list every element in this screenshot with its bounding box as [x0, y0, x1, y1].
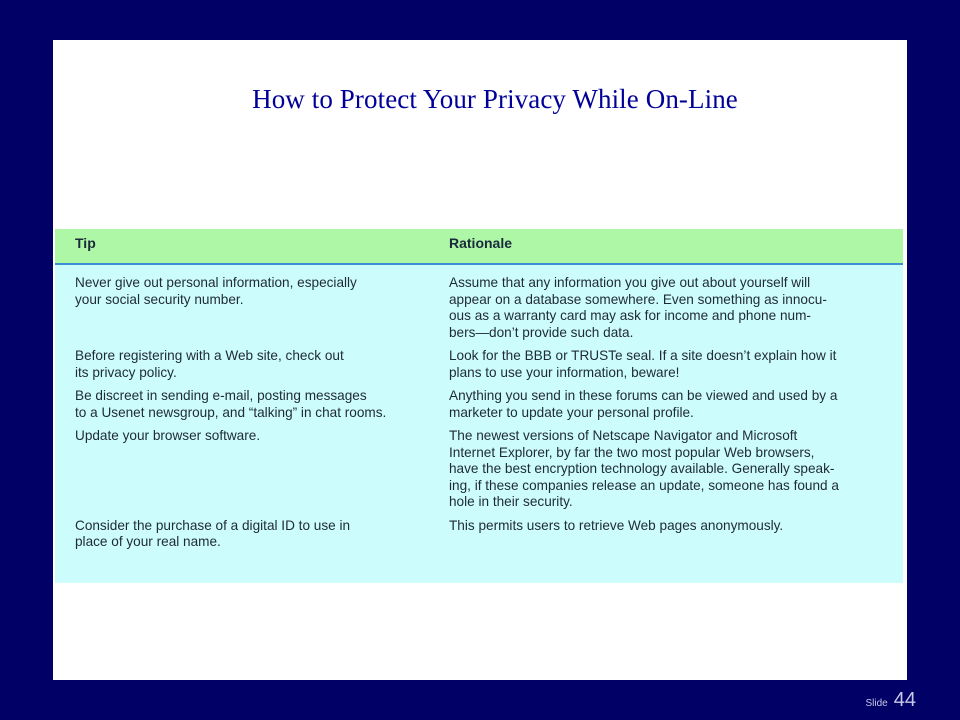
tip-cell: Consider the purchase of a digital ID to use in place of your real name.: [75, 517, 351, 549]
tip-cell: Before registering with a Web site, check out its privacy policy.: [75, 348, 344, 380]
privacy-tips-table: [55, 229, 903, 583]
table-body: [55, 275, 903, 558]
header-tip: Tip: [75, 235, 96, 251]
slide-number: [866, 689, 917, 712]
table-header-row: [55, 229, 903, 265]
table-row: [55, 388, 903, 421]
table-row: [55, 518, 903, 551]
table-row: [55, 428, 903, 511]
slide-title: How to Protect Your Privacy While On-Line: [252, 84, 738, 114]
rationale-cell: Look for the BBB or TRUSTe seal. If a site doesn’t explain how it plans to use your information, beware!: [449, 348, 837, 380]
tip-cell: Update your browser software.: [75, 428, 261, 443]
rationale-cell: Assume that any information you give out about yourself will appear on a database somewhere. Even something as innocu- ous as a warranty card may ask for income and phone num- bers—don’t provide such data.: [449, 275, 827, 340]
table-row: [55, 275, 903, 341]
rationale-cell: Anything you send in these forums can be viewed and used by a marketer to update your personal profile.: [449, 388, 838, 420]
rationale-cell: The newest versions of Netscape Navigator and Microsoft Internet Explorer, by far the two most popular Web browsers, have the best encryption technology available. Generally speak- ing, if these companies release an update, someone has found a hole in their security.: [449, 428, 839, 509]
tip-cell: Be discreet in sending e-mail, posting messages to a Usenet newsgroup, and “talking” in chat rooms.: [75, 388, 387, 420]
tip-cell: Never give out personal information, especially your social security number.: [75, 275, 357, 307]
header-rationale: Rationale: [449, 235, 513, 251]
slide-number-value: 44: [893, 689, 916, 711]
slide-number-label: Slide: [865, 698, 888, 709]
table-row: [55, 348, 903, 381]
rationale-cell: This permits users to retrieve Web pages anonymously.: [449, 517, 784, 533]
